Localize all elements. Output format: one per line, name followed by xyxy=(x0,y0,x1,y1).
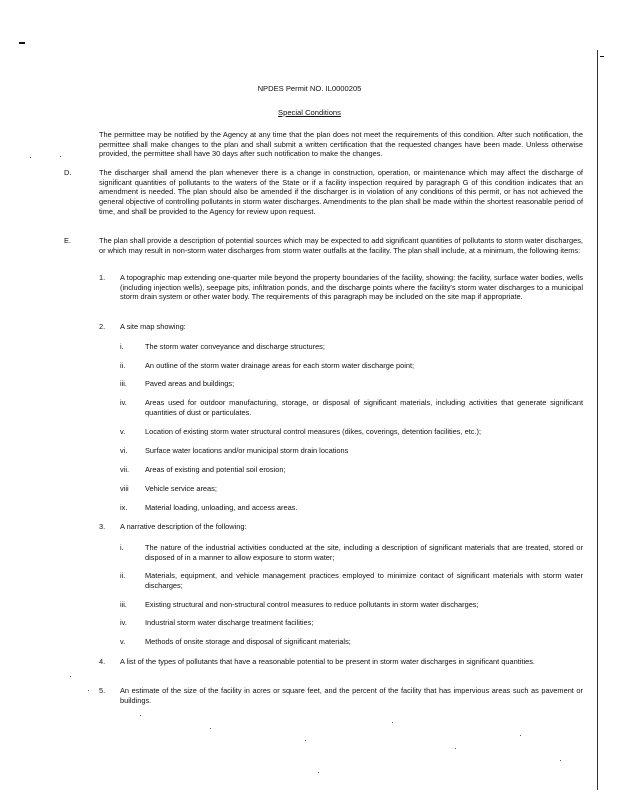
scan-mark-top-left xyxy=(19,42,25,44)
subitem-text: The nature of the industrial activities conducted at the site, including a description of significant materials that are treated, stored or disposed of in a manner to allow exposure to storm water; xyxy=(145,543,583,562)
subitem-number: vi. xyxy=(120,446,128,455)
section-text-e: The plan shall provide a description of potential sources which may be expected to add significant quantities of pollutants to storm water discharges, or which may result in non-storm water discharges from storm water outfalls at the facility. The plan shall include, at a minimum, the following items: xyxy=(99,236,583,255)
subitem-text: Location of existing storm water structural control measures (dikes, coverings, detention facilities, etc.); xyxy=(145,427,482,436)
subitem-text: An outline of the storm water drainage areas for each storm water discharge point; xyxy=(145,361,415,370)
subitem-number: viii xyxy=(120,484,129,493)
item-text: A site map showing: xyxy=(120,322,186,331)
subitem-text: Paved areas and buildings; xyxy=(145,379,235,388)
scan-speckle xyxy=(305,740,306,741)
subitem-text: Areas of existing and potential soil erosion; xyxy=(145,465,286,474)
scan-mark-right-edge xyxy=(597,50,598,790)
intro-paragraph: The permittee may be notified by the Agency at any time that the plan does not meet the requirements of this condition. After such notification, the permittee shall make changes to the plan and shall submit a written certification that the requested changes have been made. Unless otherwise provided, the permittee shall have 30 days after such notification to make the changes. xyxy=(99,130,583,159)
subitem-text: Areas used for outdoor manufacturing, storage, or disposal of significant materials, including activities that generate significant quantities of dust or particulates. xyxy=(145,398,583,417)
item-number: 2. xyxy=(99,322,106,331)
subitem-number: iii. xyxy=(120,379,127,388)
subitem-number: i. xyxy=(120,543,124,552)
subitem-text: Industrial storm water discharge treatment facilities; xyxy=(145,618,314,627)
item-text: A list of the types of pollutants that have a reasonable potential to be present in storm water discharges in significant quantities. xyxy=(120,657,535,666)
scan-speckle xyxy=(520,735,521,736)
item-number: 1. xyxy=(99,273,106,282)
item-text: A topographic map extending one-quarter mile beyond the property boundaries of the facility, showing: the facility, surface water bodies, wells (including injection wells), seepage pits, infiltration ponds, and the discharge points where the facility's storm water discharges to a municipal storm drain system or other water body. The requirements of this paragraph may be included on the site map if appropriate. xyxy=(120,273,583,302)
subitem-number: iii. xyxy=(120,600,127,609)
section-label-e: E. xyxy=(64,236,71,245)
scan-speckle xyxy=(392,722,393,723)
subitem-number: iv. xyxy=(120,398,127,407)
scan-speckle xyxy=(88,690,89,691)
subitem-text: Material loading, unloading, and access areas. xyxy=(145,503,298,512)
scan-mark-right-tick xyxy=(600,56,604,57)
subitem-number: vii. xyxy=(120,465,130,474)
item-text: A narrative description of the following: xyxy=(120,522,247,531)
item-number: 3. xyxy=(99,522,106,531)
subitem-text: Vehicle service areas; xyxy=(145,484,217,493)
subitem-text: Methods of onsite storage and disposal of significant materials; xyxy=(145,637,351,646)
item-text: An estimate of the size of the facility in acres or square feet, and the percent of the facility that has impervious areas such as pavement or buildings. xyxy=(120,686,583,705)
scan-speckle xyxy=(210,728,211,729)
scan-speckle xyxy=(455,748,456,749)
subitem-number: v. xyxy=(120,427,126,436)
item-number: 4. xyxy=(99,657,106,666)
subitem-number: ix. xyxy=(120,503,128,512)
subitem-text: The storm water conveyance and discharge structures; xyxy=(145,342,325,351)
scan-speckle xyxy=(560,760,561,761)
subitem-number: i. xyxy=(120,342,124,351)
scan-speckle xyxy=(30,157,31,158)
subitem-number: v. xyxy=(120,637,126,646)
permit-header: NPDES Permit NO. IL0000205 xyxy=(257,84,362,93)
item-number: 5. xyxy=(99,686,106,695)
scan-speckle xyxy=(70,676,71,677)
scan-speckle xyxy=(140,715,141,716)
section-text-d: The discharger shall amend the plan whenever there is a change in construction, operation, or maintenance which may affect the discharge of significant quantities of pollutants to the waters of the State or if a facility inspection required by paragraph G of this condition indicates that an amendment is needed. The plan should also be amended if the discharger is in violation of any conditions of this permit, or has not achieved the general objective of controlling pollutants in storm water discharges. Amendments to the plan shall be made within the shortest reasonable period of time, and shall be provided to the Agency for review upon request. xyxy=(99,168,583,216)
scan-speckle xyxy=(318,772,319,773)
page-title: Special Conditions xyxy=(278,108,341,117)
subitem-text: Existing structural and non-structural control measures to reduce pollutants in storm water discharges; xyxy=(145,600,479,609)
subitem-number: iv. xyxy=(120,618,127,627)
subitem-text: Materials, equipment, and vehicle management practices employed to minimize contact of significant materials with storm water discharges; xyxy=(145,571,583,590)
scan-speckle xyxy=(60,156,61,157)
section-label-d: D. xyxy=(64,168,72,177)
subitem-text: Surface water locations and/or municipal storm drain locations xyxy=(145,446,349,455)
subitem-number: ii. xyxy=(120,571,126,580)
subitem-number: ii. xyxy=(120,361,126,370)
